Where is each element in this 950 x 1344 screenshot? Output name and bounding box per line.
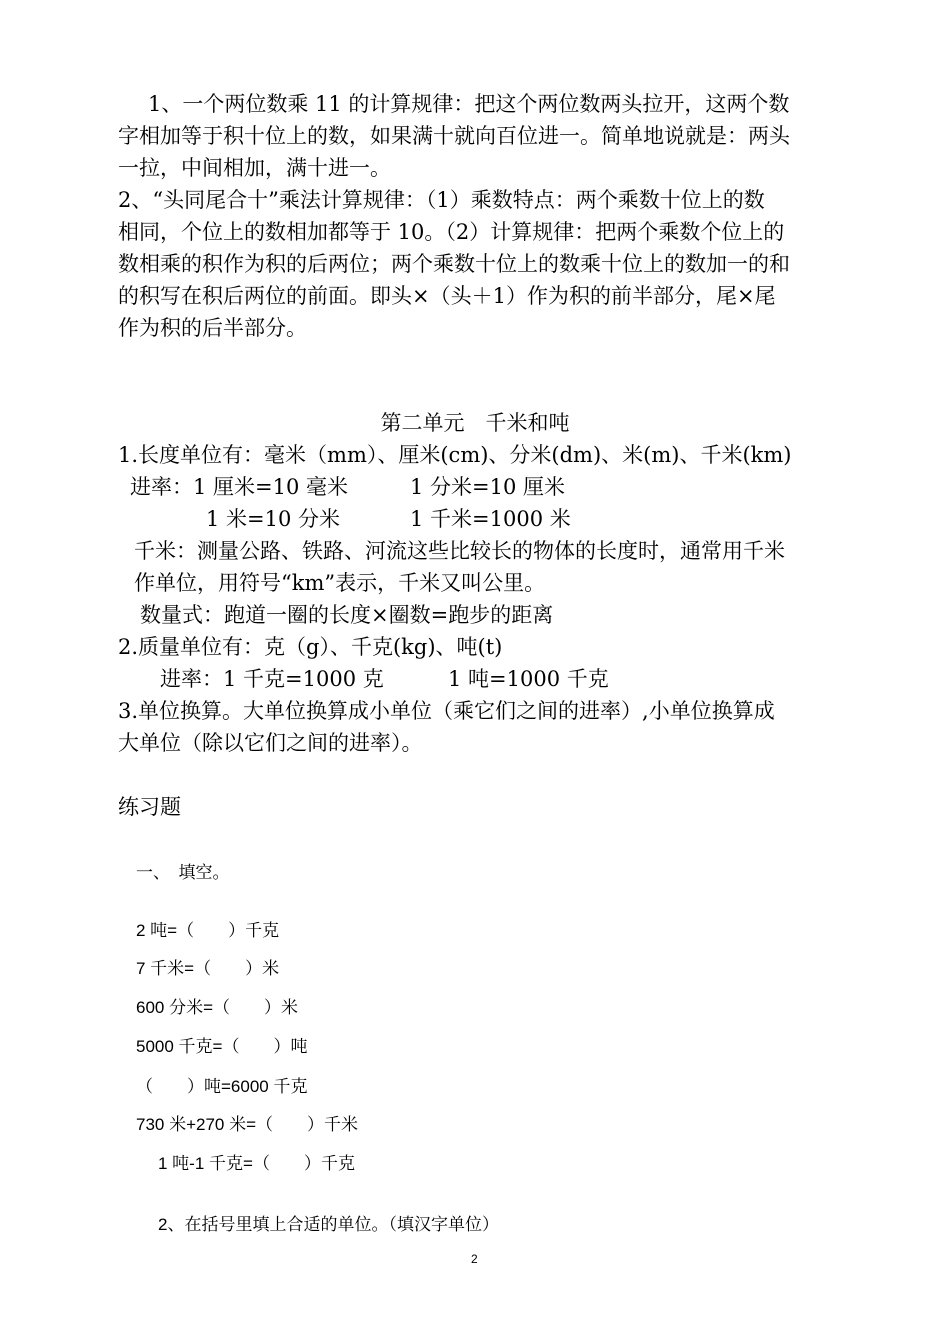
section2-title: 2、在括号里填上合适的单位。（填汉字单位） bbox=[158, 1215, 499, 1234]
exercise-item: 1 吨-1 千克=（ ）千克 bbox=[158, 1154, 355, 1173]
page-number: 2 bbox=[471, 1252, 478, 1266]
rule2-line-5: 作为积的后半部分。 bbox=[118, 316, 307, 340]
length-units: 1.长度单位有：毫米（mm）、厘米(cm)、分米(dm)、米(m)、千米(km) bbox=[118, 443, 792, 467]
exercise-item: 5000 千克=（ ）吨 bbox=[136, 1037, 308, 1056]
exercise-item: 730 米+270 米=（ ）千米 bbox=[136, 1115, 359, 1134]
length-rate-dm: 1 分米=10 厘米 bbox=[410, 475, 566, 499]
exercises-heading: 练习题 bbox=[118, 795, 181, 819]
km-desc-line-2: 作单位，用符号“km”表示，千米又叫公里。 bbox=[134, 571, 546, 595]
distance-formula: 数量式：跑道一圈的长度×圈数=跑步的距离 bbox=[140, 603, 554, 627]
mass-units: 2.质量单位有：克（g）、千克(kg)、吨(t) bbox=[118, 635, 503, 659]
rule1-line-3: 一拉，中间相加，满十进一。 bbox=[118, 156, 391, 180]
unit-title: 第二单元 千米和吨 bbox=[380, 411, 570, 435]
length-rate-m: 1 米=10 分米 bbox=[206, 507, 341, 531]
conversion-line-1: 3.单位换算。大单位换算成小单位（乘它们之间的进率）,小单位换算成 bbox=[118, 699, 775, 723]
conversion-line-2: 大单位（除以它们之间的进率）。 bbox=[118, 731, 423, 755]
exercise-item: （ ）吨=6000 千克 bbox=[136, 1077, 308, 1096]
length-rate-cm: 进率：1 厘米=10 毫米 bbox=[130, 475, 349, 499]
length-rate-km: 1 千米=1000 米 bbox=[410, 507, 571, 531]
exercise-item: 600 分米=（ ）米 bbox=[136, 998, 299, 1017]
section1-title: 一、 填空。 bbox=[136, 863, 230, 882]
exercise-item: 2 吨=（ ）千克 bbox=[136, 921, 280, 940]
rule2-line-2: 相同，个位上的数相加都等于 10。（2）计算规律：把两个乘数个位上的 bbox=[118, 220, 785, 244]
rule1-line-2: 字相加等于积十位上的数，如果满十就向百位进一。简单地说就是：两头 bbox=[118, 124, 790, 148]
rule1-line-1: 1、一个两位数乘 11 的计算规律：把这个两位数两头拉开，这两个数 bbox=[148, 92, 790, 116]
rule2-line-3: 数相乘的积作为积的后两位；两个乘数十位上的数乘十位上的数加一的和 bbox=[118, 252, 790, 276]
exercise-item: 7 千米=（ ）米 bbox=[136, 959, 280, 978]
mass-rate-kg: 进率：1 千克=1000 克 bbox=[160, 667, 384, 691]
mass-rate-t: 1 吨=1000 千克 bbox=[448, 667, 609, 691]
rule2-line-4: 的积写在积后两位的前面。即头×（头＋1）作为积的前半部分，尾×尾 bbox=[118, 284, 776, 308]
km-desc-line-1: 千米：测量公路、铁路、河流这些比较长的物体的长度时，通常用千米 bbox=[134, 539, 785, 563]
rule2-line-1: 2、“头同尾合十”乘法计算规律：（1）乘数特点：两个乘数十位上的数 bbox=[118, 188, 765, 212]
